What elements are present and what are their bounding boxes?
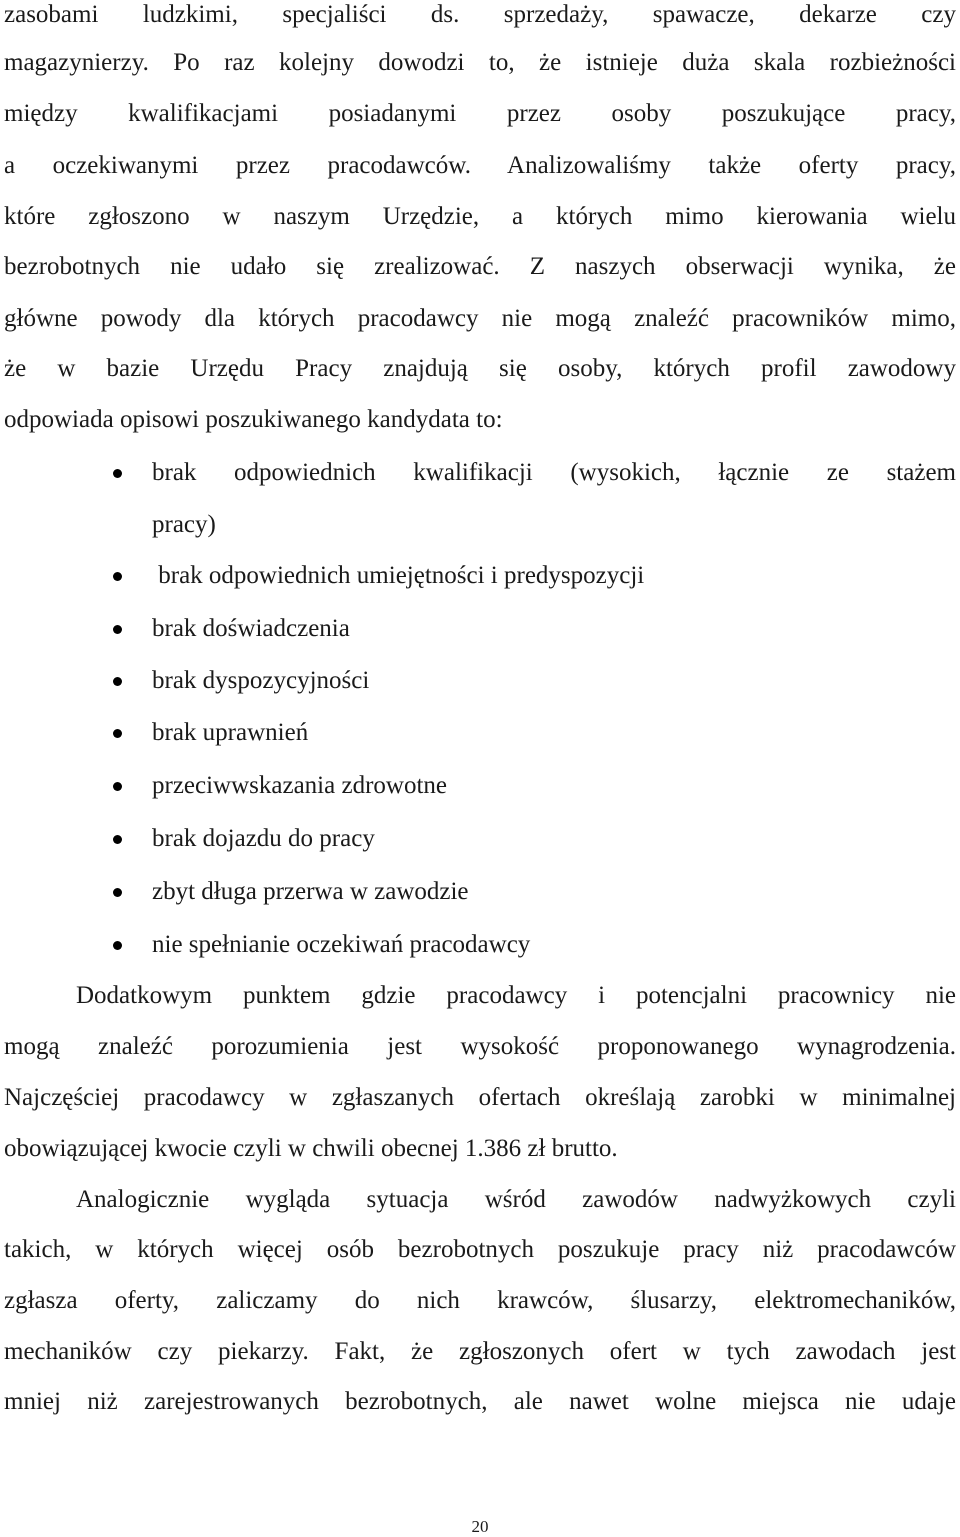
bullet-icon [113,835,122,844]
list-item-9-text: nie spełnianie oczekiwań pracodawcy [152,931,531,958]
page-number: 20 [471,1517,489,1536]
paragraph-1-line-2: magazynierzy. Po raz kolejny dowodzi to, że istnieje duża skala rozbieżności [4,49,956,76]
paragraph-3-line-1: Analogicznie wygląda sytuacja wśród zawodów nadwyżkowych czyli [76,1186,956,1213]
paragraph-3-line-4: mechaników czy piekarzy. Fakt, że zgłoszonych ofert w tych zawodach jest [4,1338,956,1365]
paragraph-3-line-3: zgłasza oferty, zaliczamy do nich krawców, ślusarzy, elektromechaników, [4,1287,956,1314]
list-item-4-text: brak dyspozycyjności [152,667,370,694]
paragraph-1-line-7: główne powody dla których pracodawcy nie mogą znaleźć pracowników mimo, [4,305,956,332]
bullet-icon [113,729,122,738]
list-item-8-text: zbyt długa przerwa w zawodzie [152,878,469,905]
list-item-6-text: przeciwwskazania zdrowotne [152,772,447,799]
bullet-icon [113,469,122,478]
paragraph-1-line-1: zasobami ludzkimi, specjaliści ds. sprzedaży, spawacze, dekarze czy [4,1,956,28]
list-item-1-continuation-text: pracy) [152,511,216,538]
list-item-2-text: brak odpowiednich umiejętności i predyspozycji [152,562,645,589]
bullet-icon [113,888,122,897]
list-item-5-text: brak uprawnień [152,719,309,746]
paragraph-1-line-5: które zgłoszono w naszym Urzędzie, a których mimo kierowania wielu [4,203,956,230]
paragraph-2-line-3: Najczęściej pracodawcy w zgłaszanych ofertach określają zarobki w minimalnej [4,1084,956,1111]
paragraph-1-line-3: między kwalifikacjami posiadanymi przez osoby poszukujące pracy, [4,100,956,127]
bullet-icon [113,677,122,686]
bullet-icon [113,941,122,950]
paragraph-3-line-2: takich, w których więcej osób bezrobotnych poszukuje pracy niż pracodawców [4,1236,956,1263]
paragraph-2-line-4: obowiązującej kwocie czyli w chwili obecnej 1.386 zł brutto. [4,1135,618,1162]
paragraph-2-line-2: mogą znaleźć porozumienia jest wysokość proponowanego wynagrodzenia. [4,1033,956,1060]
paragraph-1-line-6: bezrobotnych nie udało się zrealizować. Z naszych obserwacji wynika, że [4,253,956,280]
paragraph-2-line-1: Dodatkowym punktem gdzie pracodawcy i potencjalni pracownicy nie [76,982,956,1009]
bullet-icon [113,572,122,581]
paragraph-3-line-5: mniej niż zarejestrowanych bezrobotnych, ale nawet wolne miejsca nie udaje [4,1388,956,1415]
paragraph-1-line-9: odpowiada opisowi poszukiwanego kandydata to: [4,406,503,433]
paragraph-1-line-4: a oczekiwanymi przez pracodawców. Analizowaliśmy także oferty pracy, [4,152,956,179]
list-item-1-text: brak odpowiednich kwalifikacji (wysokich, łącznie ze stażem [152,459,956,486]
bullet-icon [113,782,122,791]
list-item-3-text: brak doświadczenia [152,615,350,642]
paragraph-1-line-8: że w bazie Urzędu Pracy znajdują się osoby, których profil zawodowy [4,355,956,382]
list-item-7-text: brak dojazdu do pracy [152,825,375,852]
bullet-icon [113,625,122,634]
